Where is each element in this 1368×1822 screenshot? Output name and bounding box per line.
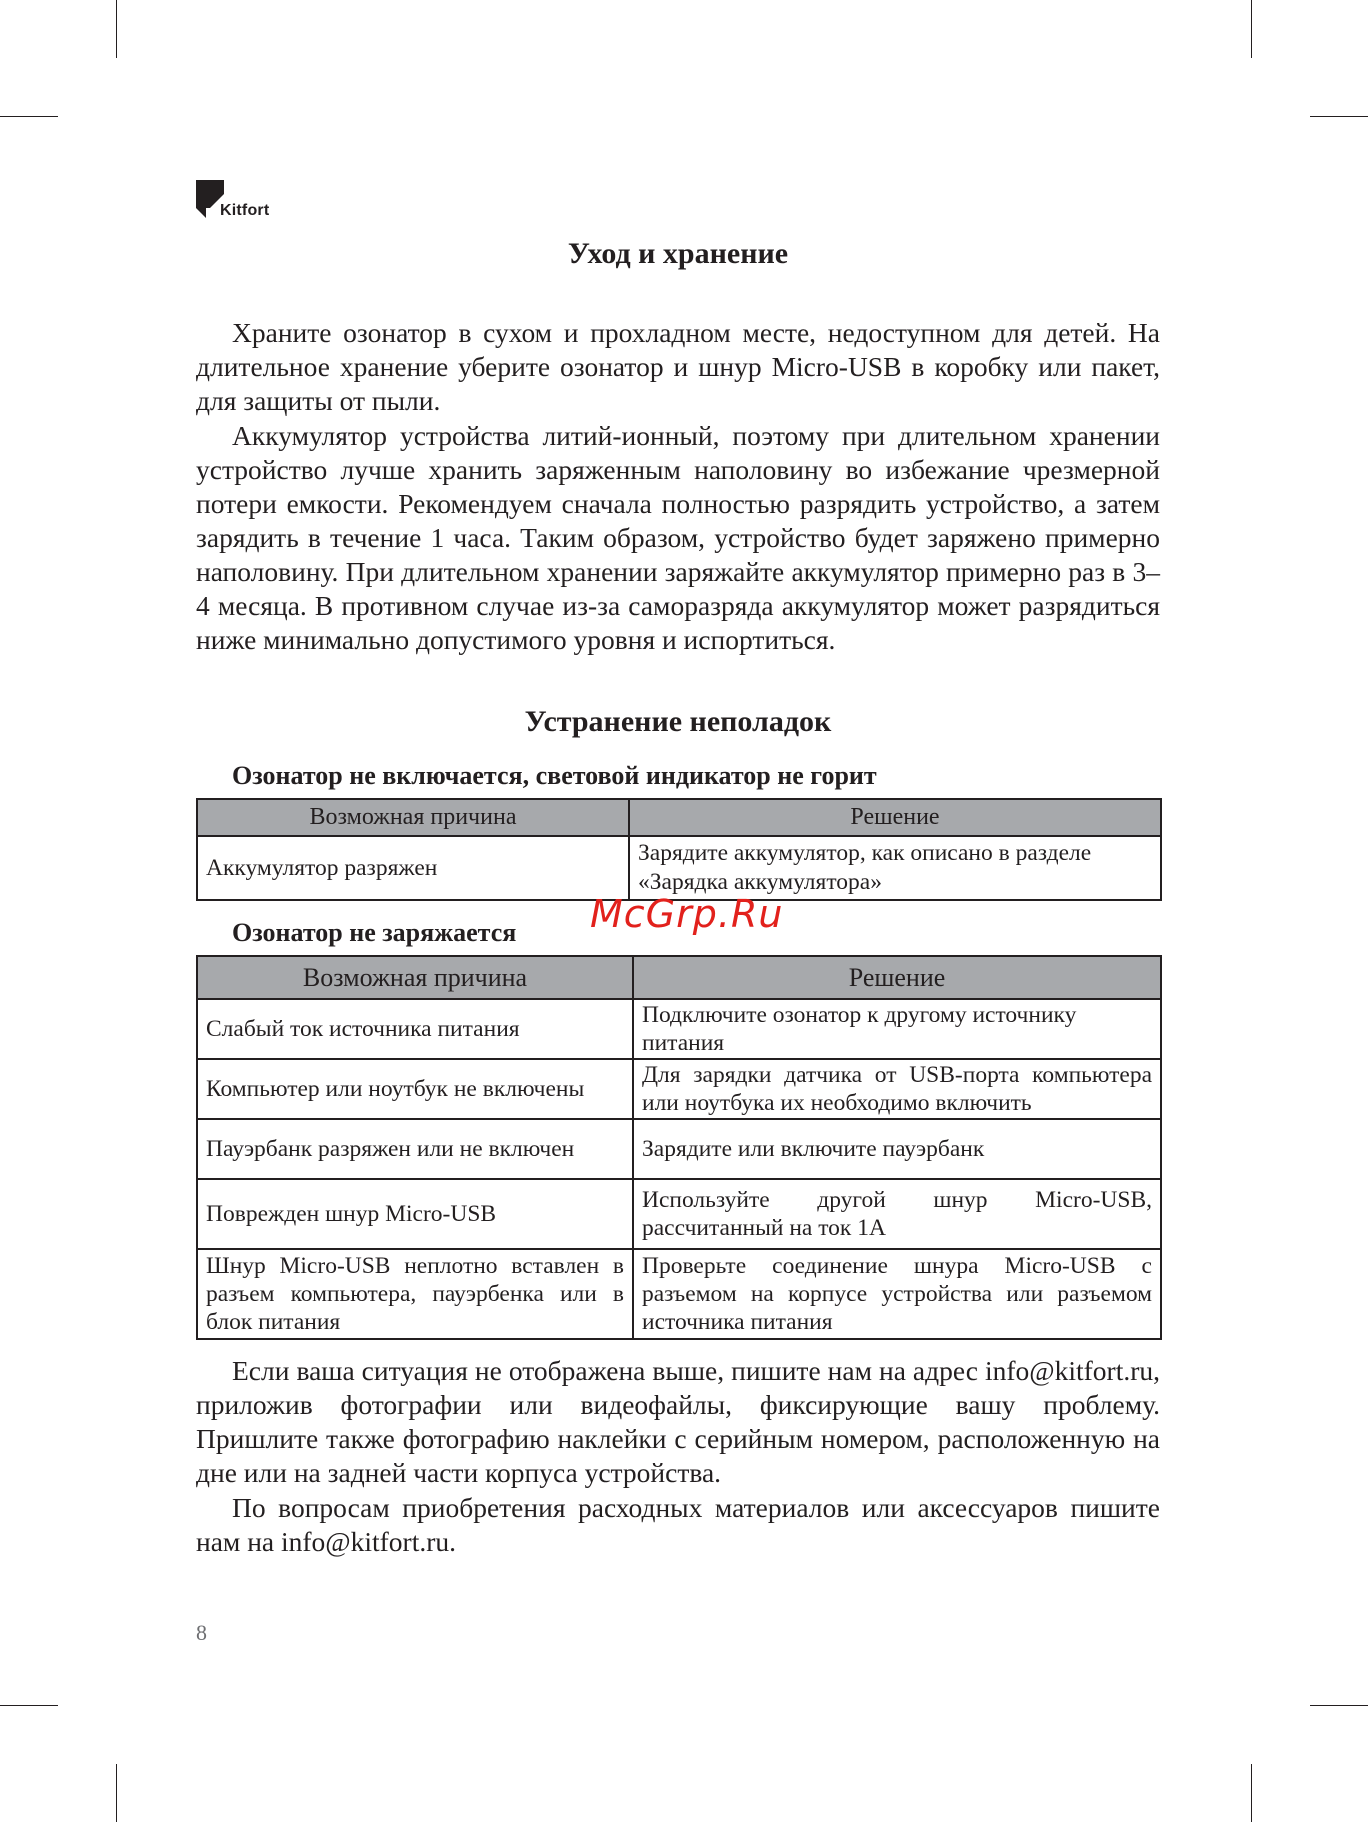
problem-title: Озонатор не включается, световой индикатор не горит: [232, 761, 877, 790]
crop-mark: [1310, 116, 1368, 117]
page-number: 8: [196, 1620, 207, 1645]
solution-cell: Используйте другой шнур Micro-USB, рассчитанный на ток 1А: [633, 1179, 1161, 1249]
solution-cell: Для зарядки датчика от USB-порта компьютера или ноутбука их необходимо включить: [633, 1059, 1161, 1119]
crop-mark: [0, 1705, 58, 1706]
table-row: [197, 1249, 1161, 1339]
storage-paragraph: Аккумулятор устройства литий-ионный, поэтому при длительном хранении устройство лучше хранить заряженным наполовину во избежание чрезмерной потери емкости. Рекомендуем сначала полностью разрядить устройство, а затем зарядить в течение 1 часа. Таким образом, устройство будет заряжено примерно наполовину. При длительном хранении заряжайте аккумулятор примерно раз в 3–4 месяца. В противном случае из-за саморазряда аккумулятор может разрядиться ниже минимально допустимого уровня и испортиться.: [196, 420, 1160, 655]
troubleshooting-table-1: [196, 798, 1162, 901]
cause-cell: Поврежден шнур Micro-USB: [197, 1179, 633, 1249]
brand-name: Kitfort: [220, 202, 270, 219]
storage-title: Уход и хранение: [567, 237, 789, 270]
column-header-cause: Возможная причина: [197, 799, 629, 836]
crop-mark: [116, 0, 117, 58]
crop-mark: [1251, 0, 1252, 58]
cause-cell: Компьютер или ноутбук не включены: [197, 1059, 633, 1119]
problem-title: Озонатор не заряжается: [232, 918, 517, 947]
storage-paragraph: Храните озонатор в сухом и прохладном месте, недоступном для детей. На длительное хранение уберите озонатор и шнур Micro-USB в коробку или пакет, для защиты от пыли.: [196, 317, 1160, 416]
crop-mark: [116, 1764, 117, 1822]
cause-cell: Аккумулятор разряжен: [197, 836, 629, 900]
solution-cell: Зарядите или включите пауэрбанк: [633, 1119, 1161, 1179]
closing-paragraph: Если ваша ситуация не отображена выше, пишите нам на адрес info@kitfort.ru, приложив фотографии или видеофайлы, фиксирующие вашу проблему. Пришлите также фотографию наклейки с серийным номером, расположенную на дне или на задней части корпуса устройства.: [196, 1355, 1160, 1488]
column-header-cause: Возможная причина: [197, 956, 633, 999]
watermark: McGrp.Ru: [590, 892, 784, 936]
troubleshooting-table-2: [196, 955, 1162, 1340]
crop-mark: [1310, 1705, 1368, 1706]
table-row: [197, 1059, 1161, 1119]
table-row: [197, 1119, 1161, 1179]
troubleshooting-title: Устранение неполадок: [524, 705, 832, 738]
cause-cell: Пауэрбанк разряжен или не включен: [197, 1119, 633, 1179]
crop-mark: [0, 116, 58, 117]
table-header-row: [197, 956, 1161, 999]
cause-cell: Шнур Micro-USB неплотно вставлен в разъем компьютера, пауэрбенка или в блок питания: [197, 1249, 633, 1339]
table-header-row: [197, 799, 1161, 836]
solution-cell: Зарядите аккумулятор, как описано в разделе «Зарядка аккумулятора»: [629, 836, 1161, 900]
solution-cell: Проверьте соединение шнура Micro-USB с разъемом на корпусе устройства или разъемом источника питания: [633, 1249, 1161, 1339]
column-header-solution: Решение: [633, 956, 1161, 999]
table-row: [197, 999, 1161, 1059]
table-row: [197, 1179, 1161, 1249]
kitfort-logo: [196, 180, 296, 222]
table-row: [197, 836, 1161, 900]
column-header-solution: Решение: [629, 799, 1161, 836]
closing-paragraph: По вопросам приобретения расходных материалов или аксессуаров пишите нам на info@kitfort.ru.: [196, 1492, 1160, 1557]
solution-cell: Подключите озонатор к другому источнику питания: [633, 999, 1161, 1059]
crop-mark: [1251, 1764, 1252, 1822]
cause-cell: Слабый ток источника питания: [197, 999, 633, 1059]
